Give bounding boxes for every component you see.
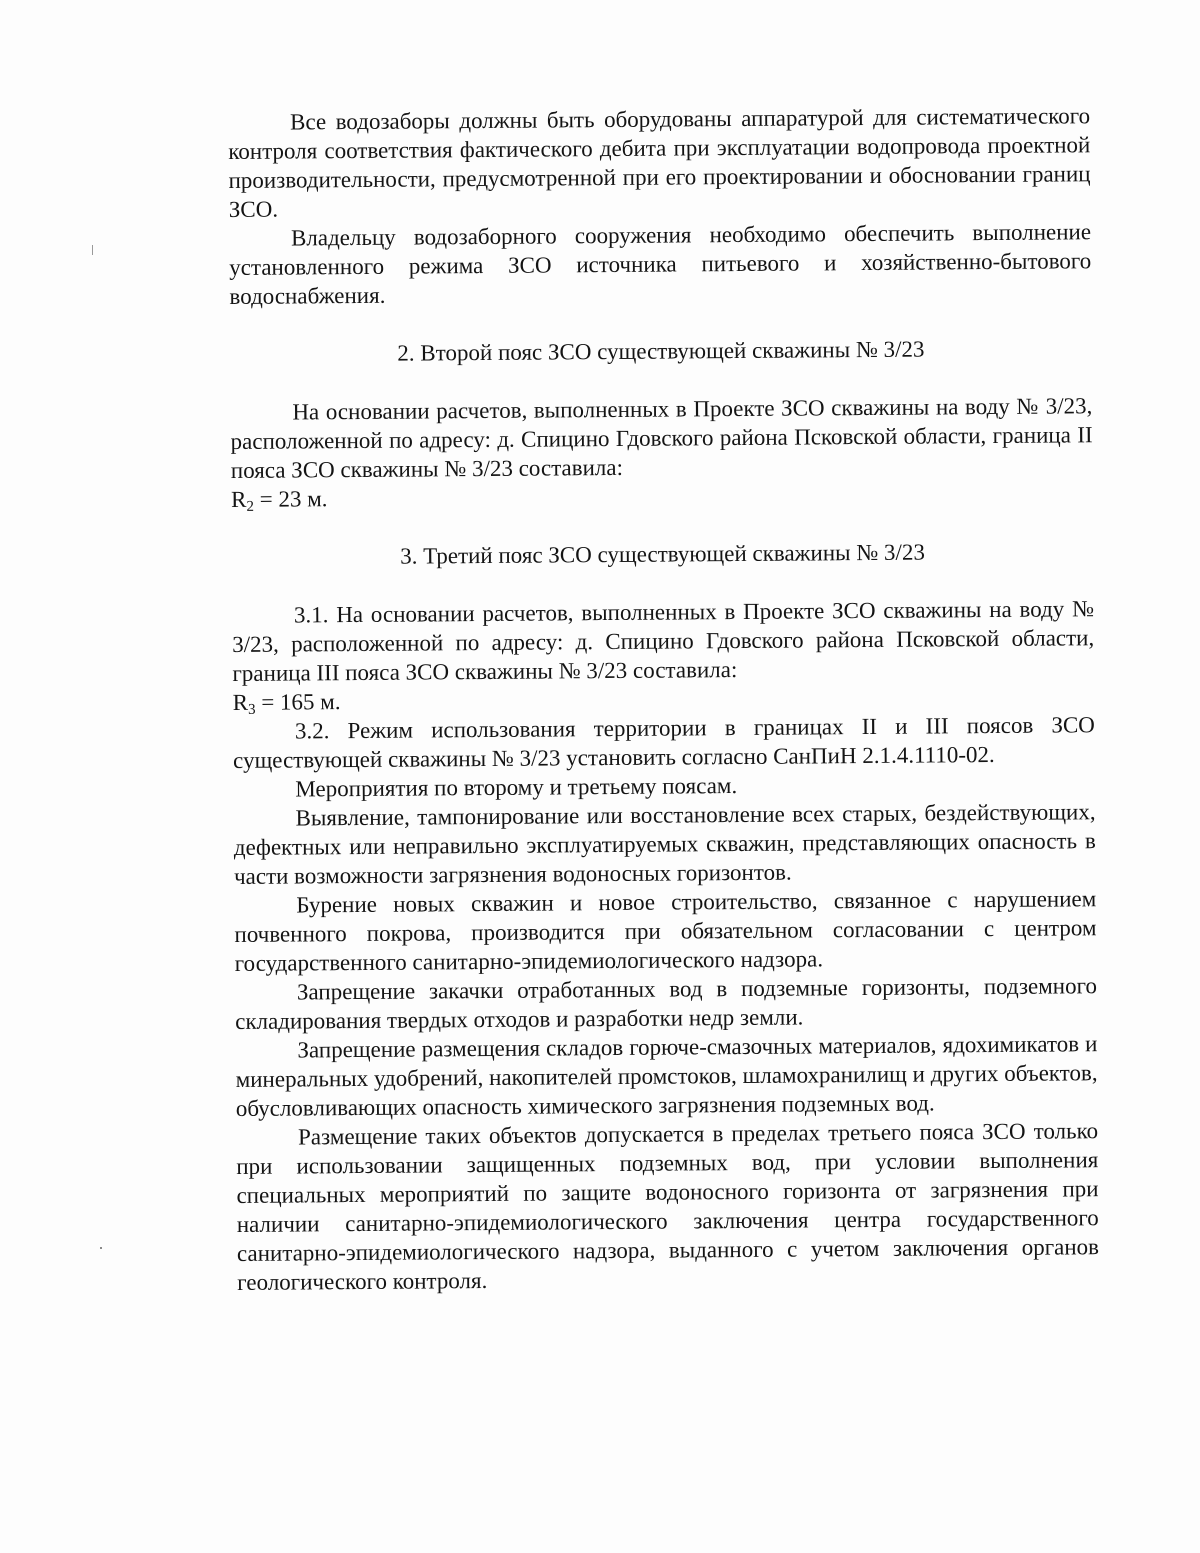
document-body — [228, 101, 1099, 1297]
scan-mark — [100, 1247, 102, 1249]
radius-symbol: R — [232, 689, 249, 715]
radius-value: = 165 м. — [255, 689, 341, 715]
section-2-heading: 2. Второй пояс ЗСО существующей скважины № 3/23 — [397, 336, 925, 366]
section-3-heading: 3. Третий пояс ЗСО существующей скважины № 3/23 — [400, 539, 925, 569]
measure-item: Выявление, тампонирование или восстановление всех старых, бездействующих, дефектных или неправильно эксплуатируемых скважин, представляющих опасность в части возможности загрязнения водоносных горизонтов. — [233, 799, 1096, 889]
paragraph-water-intake-equipment: Все водозаборы должны быть оборудованы аппаратурой для систематического контроля соответствия фактического дебита при эксплуатации водопровода проектной производительности, предусмотренной при его проектировании и обосновании границ ЗСО. — [228, 103, 1091, 222]
measures-title: Мероприятия по второму и третьему поясам. — [295, 773, 738, 802]
section-2-paragraph: На основании расчетов, выполненных в Проекте ЗСО скважины на воду № 3/23, расположенной по адресу: д. Спицино Гдовского района Псковской области, граница II пояса ЗСО скважины № 3/23 составила: — [230, 393, 1093, 483]
measure-item: Размещение таких объектов допускается в пределах третьего пояса ЗСО только при использовании защищенных подземных вод, при условии выполнения специальных мероприятий по защите водоносного горизонта от загрязнения при наличии санитарно-эпидемиологического заключения центра государственного санитарно-эпидемиологического надзора, выданного с учетом заключения органов геологического контроля. — [236, 1118, 1100, 1295]
radius-symbol: R — [230, 486, 247, 512]
section-3-2-paragraph: 3.2. Режим использования территории в границах II и III поясов ЗСО существующей скважины № 3/23 установить согласно СанПиН 2.1.4.1110-02. — [233, 712, 1095, 773]
paragraph-owner-obligation: Владельцу водозаборного сооружения необходимо обеспечить выполнение установленного режима ЗСО источника питьевого и хозяйственно-бытового водоснабжения. — [229, 219, 1092, 309]
measure-item: Бурение новых скважин и новое строительство, связанное с нарушением почвенного покрова, производится при обязательном согласовании с центром государственного санитарно-эпидемиологического надзора. — [234, 886, 1097, 976]
radius-subscript: 3 — [248, 701, 256, 718]
measure-item: Запрещение размещения складов горюче-смазочных материалов, ядохимикатов и минеральных удобрений, накопителей промстоков, шламохранилищ и других объектов, обусловливающих опасность химического загрязнения подземных вод. — [235, 1031, 1098, 1121]
radius-subscript: 2 — [246, 498, 255, 515]
measure-item: Запрещение закачки отработанных вод в подземные горизонты, подземного складирования твердых отходов и разработки недр земли. — [235, 973, 1098, 1034]
radius-value: = 23 м. — [253, 486, 328, 512]
scan-mark — [92, 245, 93, 255]
section-3-1-paragraph: 3.1. На основании расчетов, выполненных в Проекте ЗСО скважины на воду № 3/23, расположенной по адресу: д. Спицино Гдовского района Псковской области, граница III пояса ЗСО скважины № 3/23 составила: — [232, 596, 1095, 686]
